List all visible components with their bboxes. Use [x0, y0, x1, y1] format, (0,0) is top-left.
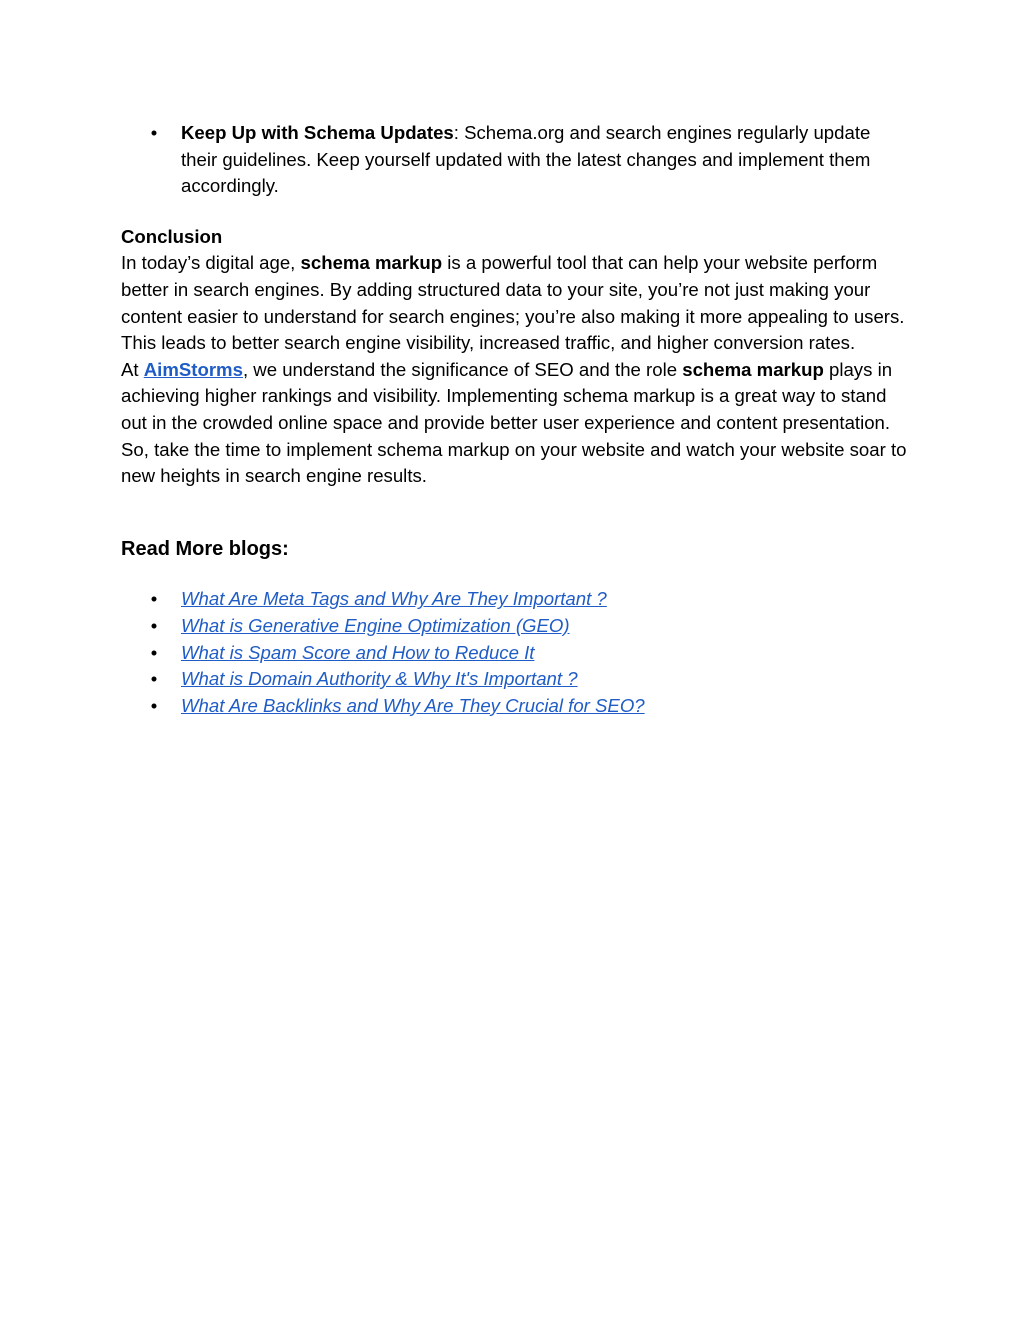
blog-link-geo[interactable]: What is Generative Engine Optimization (GEO) — [181, 614, 570, 636]
list-item — [121, 666, 911, 693]
tip-text: : Schema.org and search engines regularly update their guidelines. Keep yourself updated with the latest changes and implement them accordingly. — [181, 122, 871, 197]
list-item — [121, 640, 911, 667]
bullet-icon: • — [150, 614, 158, 636]
bullet-icon: • — [150, 588, 158, 610]
blog-links-list — [121, 586, 911, 719]
list-item — [121, 120, 901, 200]
blog-link-backlinks[interactable]: What Are Backlinks and Why Are They Crucial for SEO? — [181, 694, 645, 716]
paragraph-text: At — [121, 358, 144, 380]
blog-link-spam-score[interactable]: What is Spam Score and How to Reduce It — [181, 641, 535, 663]
blog-link-domain-authority[interactable]: What is Domain Authority & Why It's Important ? — [181, 668, 578, 690]
conclusion-paragraph-1 — [121, 250, 911, 356]
bullet-icon: • — [150, 122, 158, 143]
bold-term: schema markup — [682, 358, 824, 380]
list-item — [121, 586, 911, 613]
bullet-icon: • — [150, 694, 158, 716]
paragraph-text: is a powerful tool that can help your website perform better in search engines. By adding structured data to your site, you’re not just making your content easier to understand for search engines; you’re also making it more appealing to users. This leads to better search engine visibility, increased traffic, and higher conversion rates. — [121, 252, 905, 354]
bullet-icon: • — [150, 668, 158, 690]
list-item — [121, 613, 911, 640]
aimstorms-link[interactable]: AimStorms — [143, 358, 243, 380]
conclusion-heading: Conclusion — [121, 225, 223, 247]
tip-title: Keep Up with Schema Updates — [181, 122, 454, 143]
conclusion-paragraph-3: So, take the time to implement schema markup on your website and watch your website soar to new heights in search engine results. — [121, 438, 907, 487]
blog-link-meta-tags[interactable]: What Are Meta Tags and Why Are They Important ? — [181, 588, 607, 610]
paragraph-text: , we understand the significance of SEO and the role — [242, 358, 683, 380]
bullet-icon: • — [150, 641, 158, 663]
document-page — [121, 120, 911, 719]
paragraph-text: plays in achieving higher rankings and visibility. Implementing schema markup is a great way to stand out in the crowded online space and provide better user experience and content presentation. — [121, 358, 893, 433]
paragraph-text: In today’s digital age, — [121, 252, 301, 274]
conclusion-paragraph-2 — [121, 357, 911, 437]
list-item — [121, 693, 911, 720]
schema-tips-list — [121, 120, 911, 200]
read-more-heading: Read More blogs: — [121, 537, 289, 560]
bold-term: schema markup — [300, 252, 443, 274]
